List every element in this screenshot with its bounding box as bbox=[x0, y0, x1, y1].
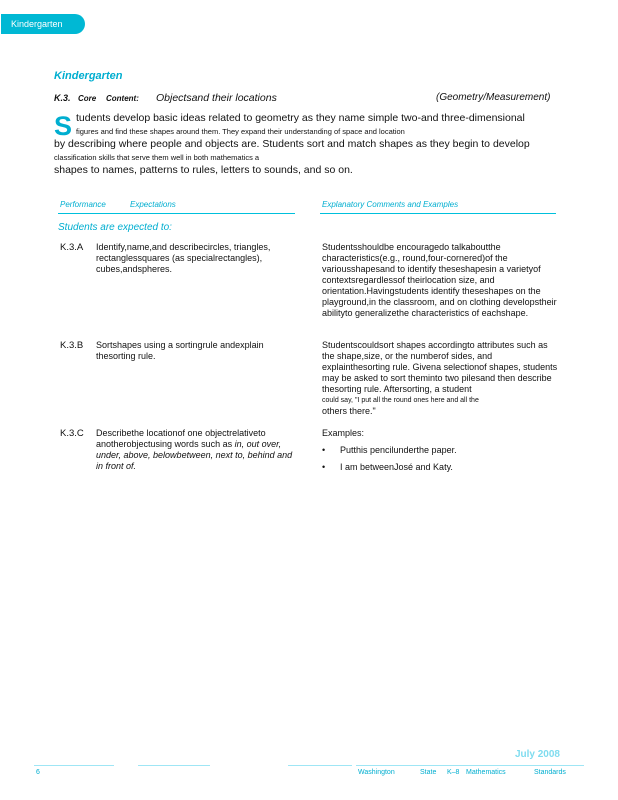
standard-strand: (Geometry/Measurement) bbox=[436, 92, 551, 103]
column-head-explanatory: Explanatory Comments and Examples bbox=[322, 200, 459, 209]
location-words: in, out over, under, above, belowbetween, next to, behind and in front of. bbox=[96, 439, 293, 471]
standard-content-label: Content: bbox=[106, 94, 139, 103]
column-rule-left bbox=[58, 213, 295, 214]
footer-rule bbox=[288, 765, 352, 766]
performance-text: Identify,name,and describecircles, triangles, rectanglessquares (as specialrectangles), cubes,andspheres. bbox=[96, 242, 271, 274]
column-head-expectations: Expectations bbox=[130, 200, 176, 209]
intro-line-3: by describing where people and objects are. Students sort and match shapes as they begin to develop bbox=[54, 138, 530, 150]
footer-state: Washington bbox=[358, 769, 395, 776]
performance-text bbox=[96, 428, 301, 472]
examples-label: Examples: bbox=[322, 428, 365, 438]
expectation-code: K.3.B bbox=[60, 340, 84, 351]
example-item: • Putthis pencilunderthe paper. bbox=[322, 445, 562, 456]
explanation-quote-end: others there." bbox=[322, 406, 376, 416]
example-item: • I am betweenJosé and Katy. bbox=[322, 462, 562, 473]
performance-text: Sortshapes using a sortingrule andexplain thesorting rule. bbox=[96, 340, 264, 361]
column-rule-right bbox=[320, 213, 556, 214]
footer-state-word: State bbox=[420, 769, 437, 776]
page-number: 6 bbox=[36, 769, 40, 776]
footer-subject: Mathematics bbox=[466, 769, 506, 776]
intro-line-4: classification skills that serve them well in both mathematics a bbox=[54, 153, 260, 162]
intro-line-1: tudents develop basic ideas related to geometry as they name simple two-and three-dimensional bbox=[76, 112, 525, 124]
standard-code: K.3. bbox=[54, 93, 71, 103]
grade-title: Kindergarten bbox=[54, 70, 123, 82]
footer-rule bbox=[356, 765, 584, 766]
standard-title: Objectsand their locations bbox=[156, 92, 277, 104]
footer-date: July 2008 bbox=[514, 749, 560, 760]
expectation-code: K.3.A bbox=[60, 242, 84, 253]
intro-line-5: shapes to names, patterns to rules, letters to sounds, and so on. bbox=[54, 164, 353, 176]
examples-list bbox=[322, 445, 562, 473]
footer-standards: Standards bbox=[534, 769, 566, 776]
standard-core-label: Core bbox=[78, 94, 97, 103]
explanation-quote: could say, "I put all the round ones here and all the bbox=[322, 397, 479, 404]
grade-tab: Kindergarten bbox=[1, 14, 85, 34]
expected-intro: Students are expected to: bbox=[58, 222, 172, 233]
drop-cap: S bbox=[54, 111, 73, 141]
expectation-code: K.3.C bbox=[60, 428, 84, 439]
explanation-text: Studentscouldsort shapes accordingto attributes such as the shape,size, or the numberof sides, and explainthesorting rule. Givena selectionof shapes, students may be asked to sort theminto two pilesand then describe thesorting rule. Aftersorting, a student bbox=[322, 340, 558, 394]
explanation-block bbox=[322, 340, 562, 417]
footer-grades: K–8 bbox=[447, 769, 460, 776]
footer-rule bbox=[138, 765, 210, 766]
intro-paragraph bbox=[54, 112, 564, 177]
intro-line-2: figures and find these shapes around them. They expand their understanding of space and location bbox=[76, 127, 405, 136]
examples-block bbox=[322, 428, 562, 479]
column-head-performance: Performance bbox=[60, 200, 106, 209]
performance-text-main: Describethe locationof one objectrelativeto anotherobjectusing words such as bbox=[96, 428, 266, 449]
explanation-text: Studentsshouldbe encouragedo talkaboutthe characteristics(e.g., round,four-cornered)of the variousshapesand to identify theseshapesin a varietyof contextsregardlessof theirlocation size, and orientation.Havingstudents identify theseshapes on the playground,in the classroom, and on clothing developstheir abilityto generalizethe characteristics of eachshape. bbox=[322, 242, 557, 318]
footer-rule bbox=[34, 765, 114, 766]
